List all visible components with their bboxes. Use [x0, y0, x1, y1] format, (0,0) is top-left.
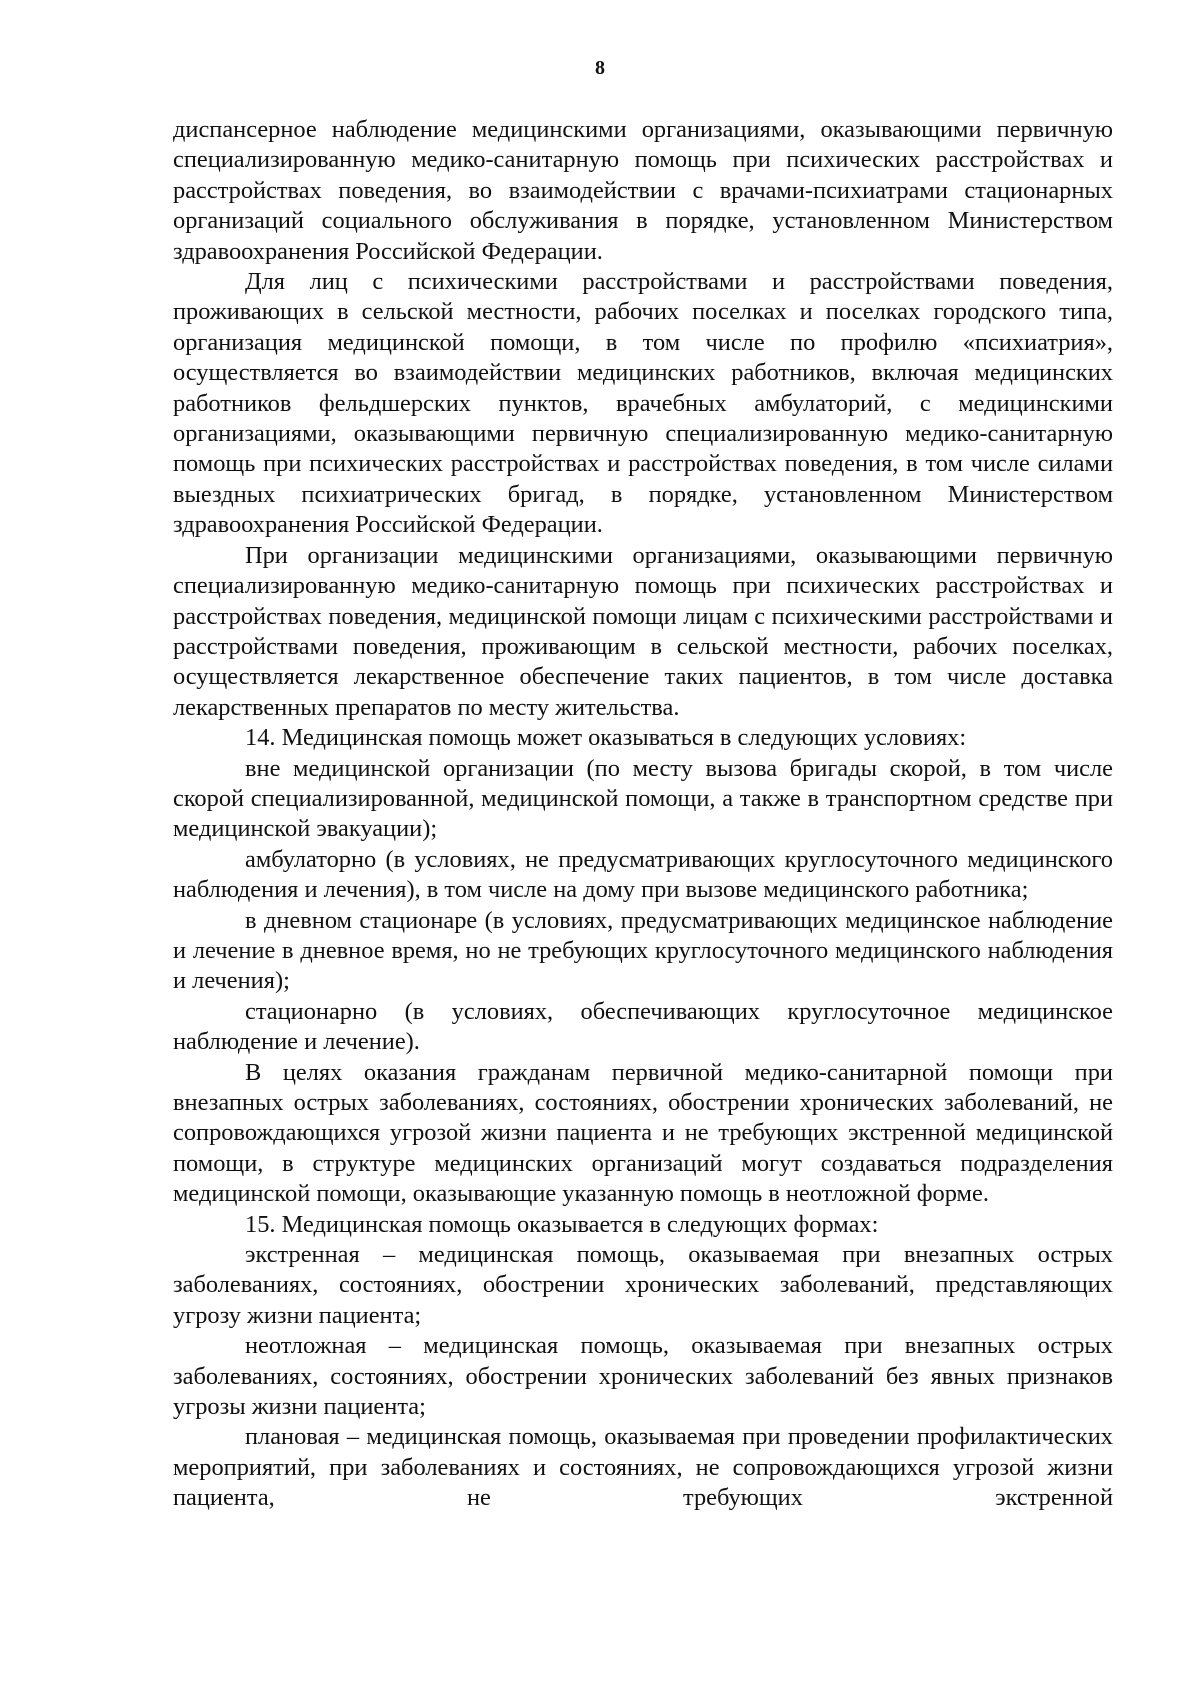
paragraph-item-15-heading: 15. Медицинская помощь оказывается в следующих формах: — [245, 1210, 879, 1238]
paragraph-day-hospital: в дневном стационаре (в условиях, предусматривающих медицинское наблюдение и лечение в дневное время, но не требующих круглосуточного медицинского наблюдения и лечения); — [173, 906, 1113, 995]
paragraph-drug-provision: При организации медицинскими организациями, оказывающими первичную специализированную медико-санитарную помощь при психических расстройствах и расстройствах поведения, медицинской помощи лицам с психическими расстройствами и расстройствами поведения, проживающим в сельской местности, рабочих поселках, осуществляется лекарственное обеспечение таких пациентов, в том числе доставка лекарственных препаратов по месту жительства. — [173, 541, 1113, 721]
paragraph-urgent-form: неотложная – медицинская помощь, оказываемая при внезапных острых заболеваниях, состояниях, обострении хронических заболеваний без явных признаков угрозы жизни пациента; — [173, 1332, 1113, 1421]
paragraph-dispensary-observation: диспансерное наблюдение медицинскими организациями, оказывающими первичную специализированную медико-санитарную помощь при психических расстройствах и расстройствах поведения, во взаимодействии с врачами-психиатрами стационарных организаций социального обслуживания в порядке, установленном Министерством здравоохранения Российской Федерации. — [173, 116, 1113, 265]
paragraph-outpatient: амбулаторно (в условиях, не предусматривающих круглосуточного медицинского наблюдения и лечения), в том числе на дому при вызове медицинского работника; — [173, 845, 1113, 904]
paragraph-outside-organization: вне медицинской организации (по месту вызова бригады скорой, в том числе скорой специализированной, медицинской помощи, а также в транспортном средстве при медицинской эвакуации); — [173, 754, 1113, 843]
page-number: 8 — [595, 57, 605, 79]
paragraph-urgent-units: В целях оказания гражданам первичной медико-санитарной помощи при внезапных острых заболеваниях, состояниях, обострении хронических заболеваний, не сопровождающихся угрозой жизни пациента и не требующих экстренной медицинской помощи, в структуре медицинских организаций могут создаваться подразделения медицинской помощи, оказывающие указанную помощь в неотложной форме. — [173, 1058, 1113, 1208]
paragraph-inpatient: стационарно (в условиях, обеспечивающих круглосуточное медицинское наблюдение и лечение). — [173, 997, 1113, 1056]
paragraph-rural-psychiatric-care: Для лиц с психическими расстройствами и расстройствами поведения, проживающих в сельской местности, рабочих поселках и поселках городского типа, организация медицинской помощи, в том числе по профилю «психиатрия», осуществляется во взаимодействии медицинских работников, включая медицинских работников фельдшерских пунктов, врачебных амбулаторий, с медицинскими организациями, оказывающими первичную специализированную медико-санитарную помощь при психических расстройствах и расстройствах поведения, в том числе силами выездных психиатрических бригад, в порядке, установленном Министерством здравоохранения Российской Федерации. — [173, 268, 1113, 539]
paragraph-planned-form: плановая – медицинская помощь, оказываемая при проведении профилактических мероприятий, при заболеваниях и состояниях, не сопровождающихся угрозой жизни пациента, не требующих экстренной — [173, 1423, 1113, 1512]
document-body — [173, 115, 1113, 1514]
paragraph-item-14-heading: 14. Медицинская помощь может оказываться в следующих условиях: — [245, 724, 967, 752]
paragraph-emergency-form: экстренная – медицинская помощь, оказываемая при внезапных острых заболеваниях, состояниях, обострении хронических заболеваний, представляющих угрозу жизни пациента; — [173, 1241, 1113, 1329]
